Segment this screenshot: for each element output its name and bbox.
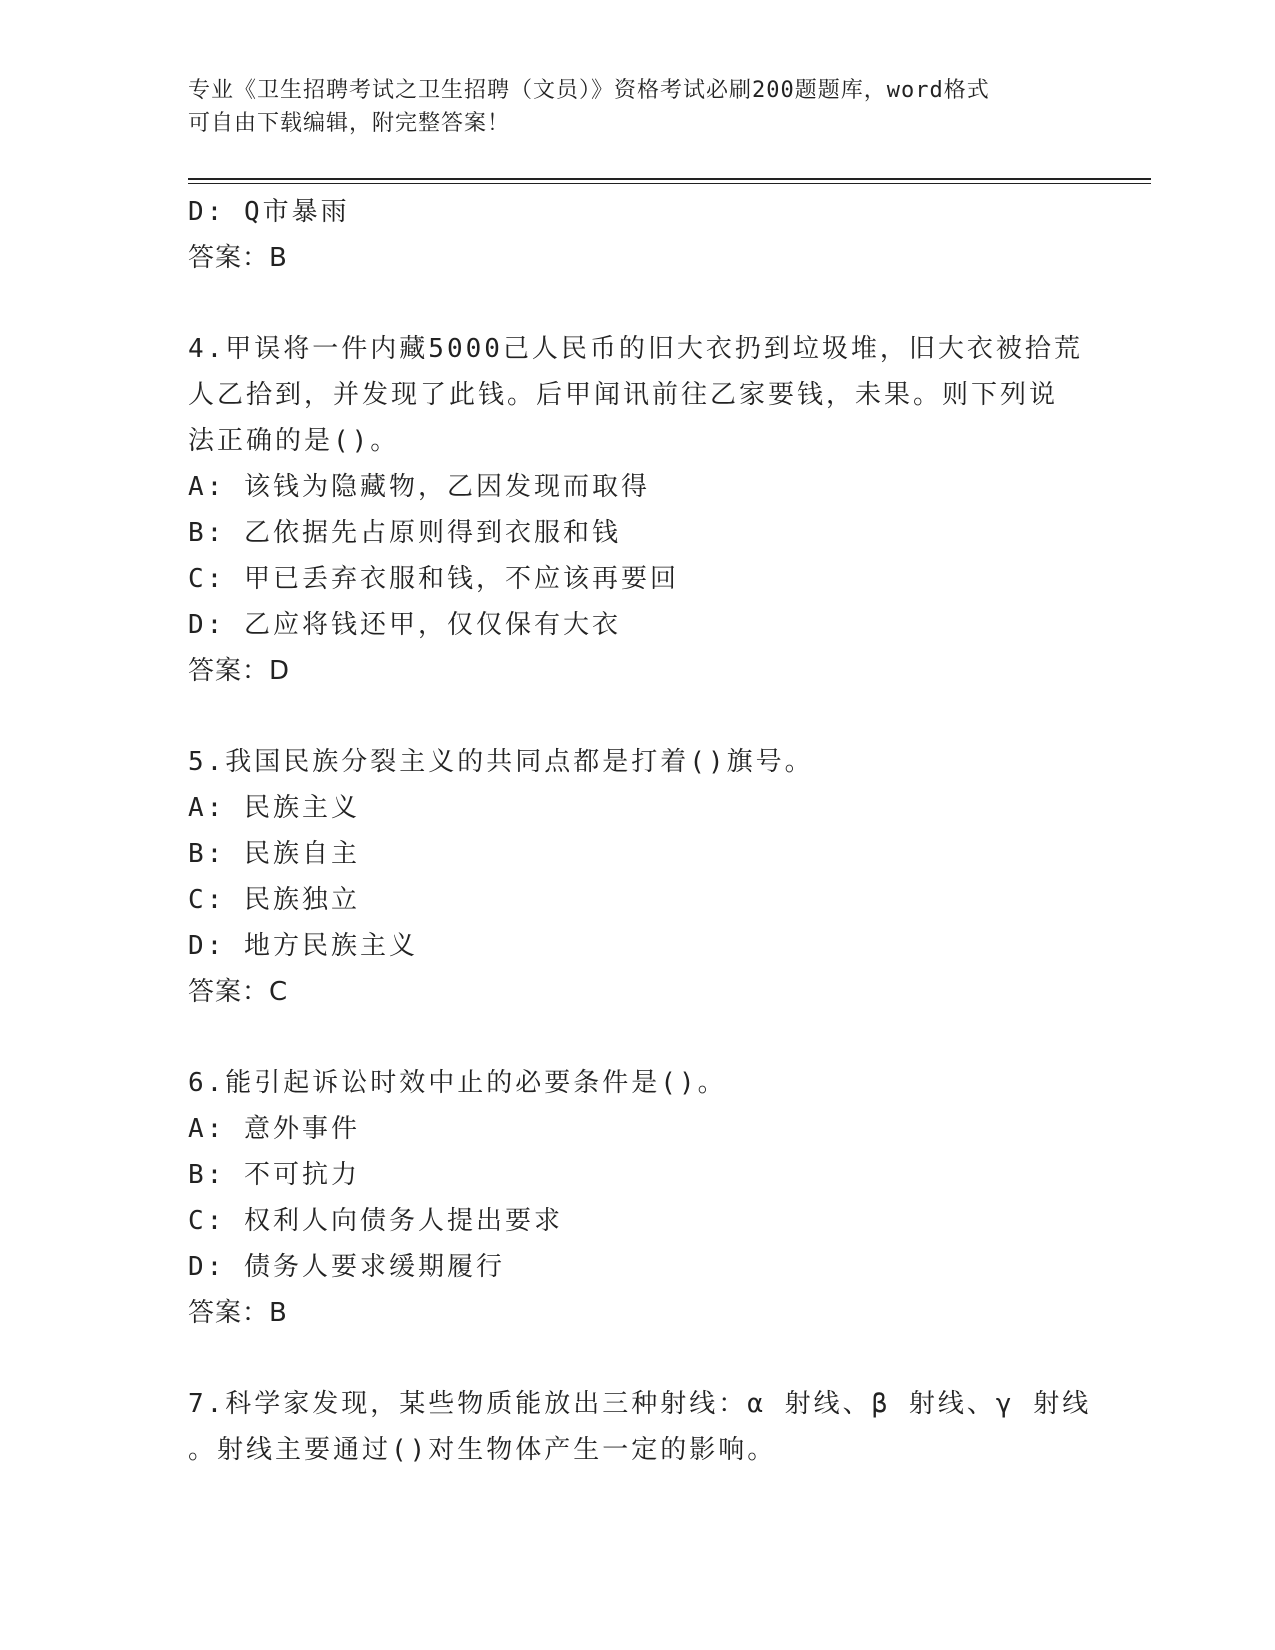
option-d: D: 地方民族主义 [188, 931, 418, 961]
option-d: D: Q市暴雨 [188, 197, 350, 227]
question-7 [188, 1381, 1092, 1473]
question-stem-line: 人乙拾到，并发现了此钱。后甲闻讯前往乙家要钱，未果。则下列说 [188, 380, 1059, 410]
question-stem-line: 法正确的是()。 [188, 426, 400, 456]
option-c: C: 民族独立 [188, 885, 360, 915]
header-title-line-1: 专业《卫生招聘考试之卫生招聘（文员）》资格考试必刷200题题库，word格式 [188, 78, 990, 103]
question-stem-line: 7.科学家发现，某些物质能放出三种射线：α 射线、β 射线、γ 射线 [188, 1389, 1092, 1419]
question-spacer [188, 1336, 1088, 1381]
question-list [188, 189, 1092, 1473]
option-c: C: 权利人向债务人提出要求 [188, 1206, 563, 1236]
option-d: D: 债务人要求缓期履行 [188, 1252, 505, 1282]
question-stem-line: 6.能引起诉讼时效中止的必要条件是()。 [188, 1068, 727, 1098]
question-stem-line: 5.我国民族分裂主义的共同点都是打着()旗号。 [188, 747, 814, 777]
option-c: C: 甲已丢弃衣服和钱，不应该再要回 [188, 564, 679, 594]
question-3-tail [188, 189, 1088, 281]
question-spacer [188, 1015, 1088, 1060]
answer-line: 答案：B [188, 1298, 288, 1328]
option-d: D: 乙应将钱还甲，仅仅保有大衣 [188, 610, 621, 640]
option-a: A: 该钱为隐藏物，乙因发现而取得 [188, 472, 650, 502]
option-a: A: 民族主义 [188, 793, 360, 823]
question-spacer [188, 694, 1088, 739]
option-b: B: 不可抗力 [188, 1160, 360, 1190]
page-header [188, 74, 1068, 140]
option-a: A: 意外事件 [188, 1114, 360, 1144]
header-divider-thick [188, 178, 1151, 180]
option-b: B: 民族自主 [188, 839, 360, 869]
question-4 [188, 326, 1088, 694]
option-b: B: 乙依据先占原则得到衣服和钱 [188, 518, 621, 548]
answer-line: 答案：C [188, 977, 289, 1007]
header-divider-thin [188, 183, 1151, 184]
question-6 [188, 1060, 1088, 1336]
answer-line: 答案：D [188, 656, 291, 686]
question-5 [188, 739, 1088, 1015]
question-stem-line: 。射线主要通过()对生物体产生一定的影响。 [188, 1435, 777, 1465]
header-title-line-2: 可自由下载编辑，附完整答案！ [188, 111, 511, 136]
question-stem-line: 4.甲误将一件内藏5000己人民币的旧大衣扔到垃圾堆，旧大衣被拾荒 [188, 334, 1083, 364]
answer-line: 答案：B [188, 243, 288, 273]
question-spacer [188, 281, 1088, 326]
